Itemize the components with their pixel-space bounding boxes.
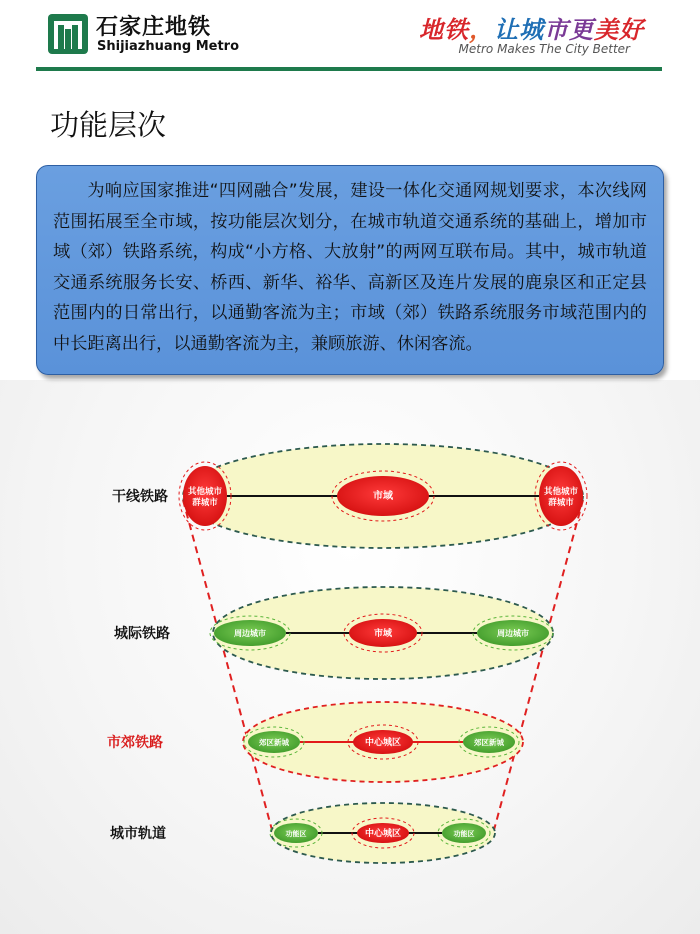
center-node-label: 市域 — [373, 491, 393, 502]
level-label: 城际铁路 — [114, 625, 170, 641]
right-node-label: 功能区 — [453, 831, 475, 838]
function-level-diagram — [0, 430, 700, 870]
slogan-cn: 地铁，让城市更美好 — [419, 15, 644, 44]
center-node-label: 市域 — [373, 628, 393, 638]
left-node-label: 其他城市群城市 — [187, 486, 223, 507]
section-title: 功能层次 — [50, 108, 167, 142]
intro-paragraph: 为响应国家推进“四网融合”发展，建设一体化交通网规划要求，本次线网范围拓展至全市域，按功能层次划分，在城市轨道交通系统的基础上，增加市域（郊）铁路系统，构成“小方格、大放射”的两网互联布局。其中，城市轨道交通系统服务长安、桥西、新华、裕华、高新区及连片发展的鹿泉区和正定县范围内的日常出行，以通勤客流为主；市域（郊）铁路系统服务市域范围内的中长距离出行，以通勤客流为主，兼顾旅游、休闲客流。 — [53, 181, 647, 354]
right-node — [539, 466, 583, 526]
center-node-label: 中心城区 — [364, 828, 402, 838]
right-node-label: 郊区新城 — [474, 738, 504, 747]
slogan-en: Metro Makes The City Better — [458, 42, 630, 56]
level-trunk-railway — [112, 444, 587, 548]
right-node-label: 其他城市群城市 — [543, 486, 579, 507]
right-node-label: 周边城市 — [497, 629, 529, 638]
intro-text-box — [36, 165, 664, 375]
left-node — [183, 466, 227, 526]
level-label: 干线铁路 — [112, 488, 168, 504]
header — [0, 0, 700, 72]
header-divider — [36, 67, 662, 71]
level-label: 城市轨道 — [110, 825, 166, 841]
left-node-label: 周边城市 — [234, 629, 266, 638]
metro-logo-icon — [48, 14, 88, 54]
left-node-label: 功能区 — [285, 831, 307, 838]
center-node-label: 中心城区 — [364, 737, 402, 747]
brand-name-en: Shijiazhuang Metro — [97, 39, 240, 54]
brand-name-cn: 石家庄地铁 — [96, 15, 212, 40]
left-node-label: 郊区新城 — [259, 738, 289, 747]
level-suburban-railway — [107, 702, 523, 782]
level-intercity-railway — [114, 587, 553, 679]
level-label: 市郊铁路 — [107, 734, 163, 750]
level-urban-rail — [110, 803, 495, 863]
